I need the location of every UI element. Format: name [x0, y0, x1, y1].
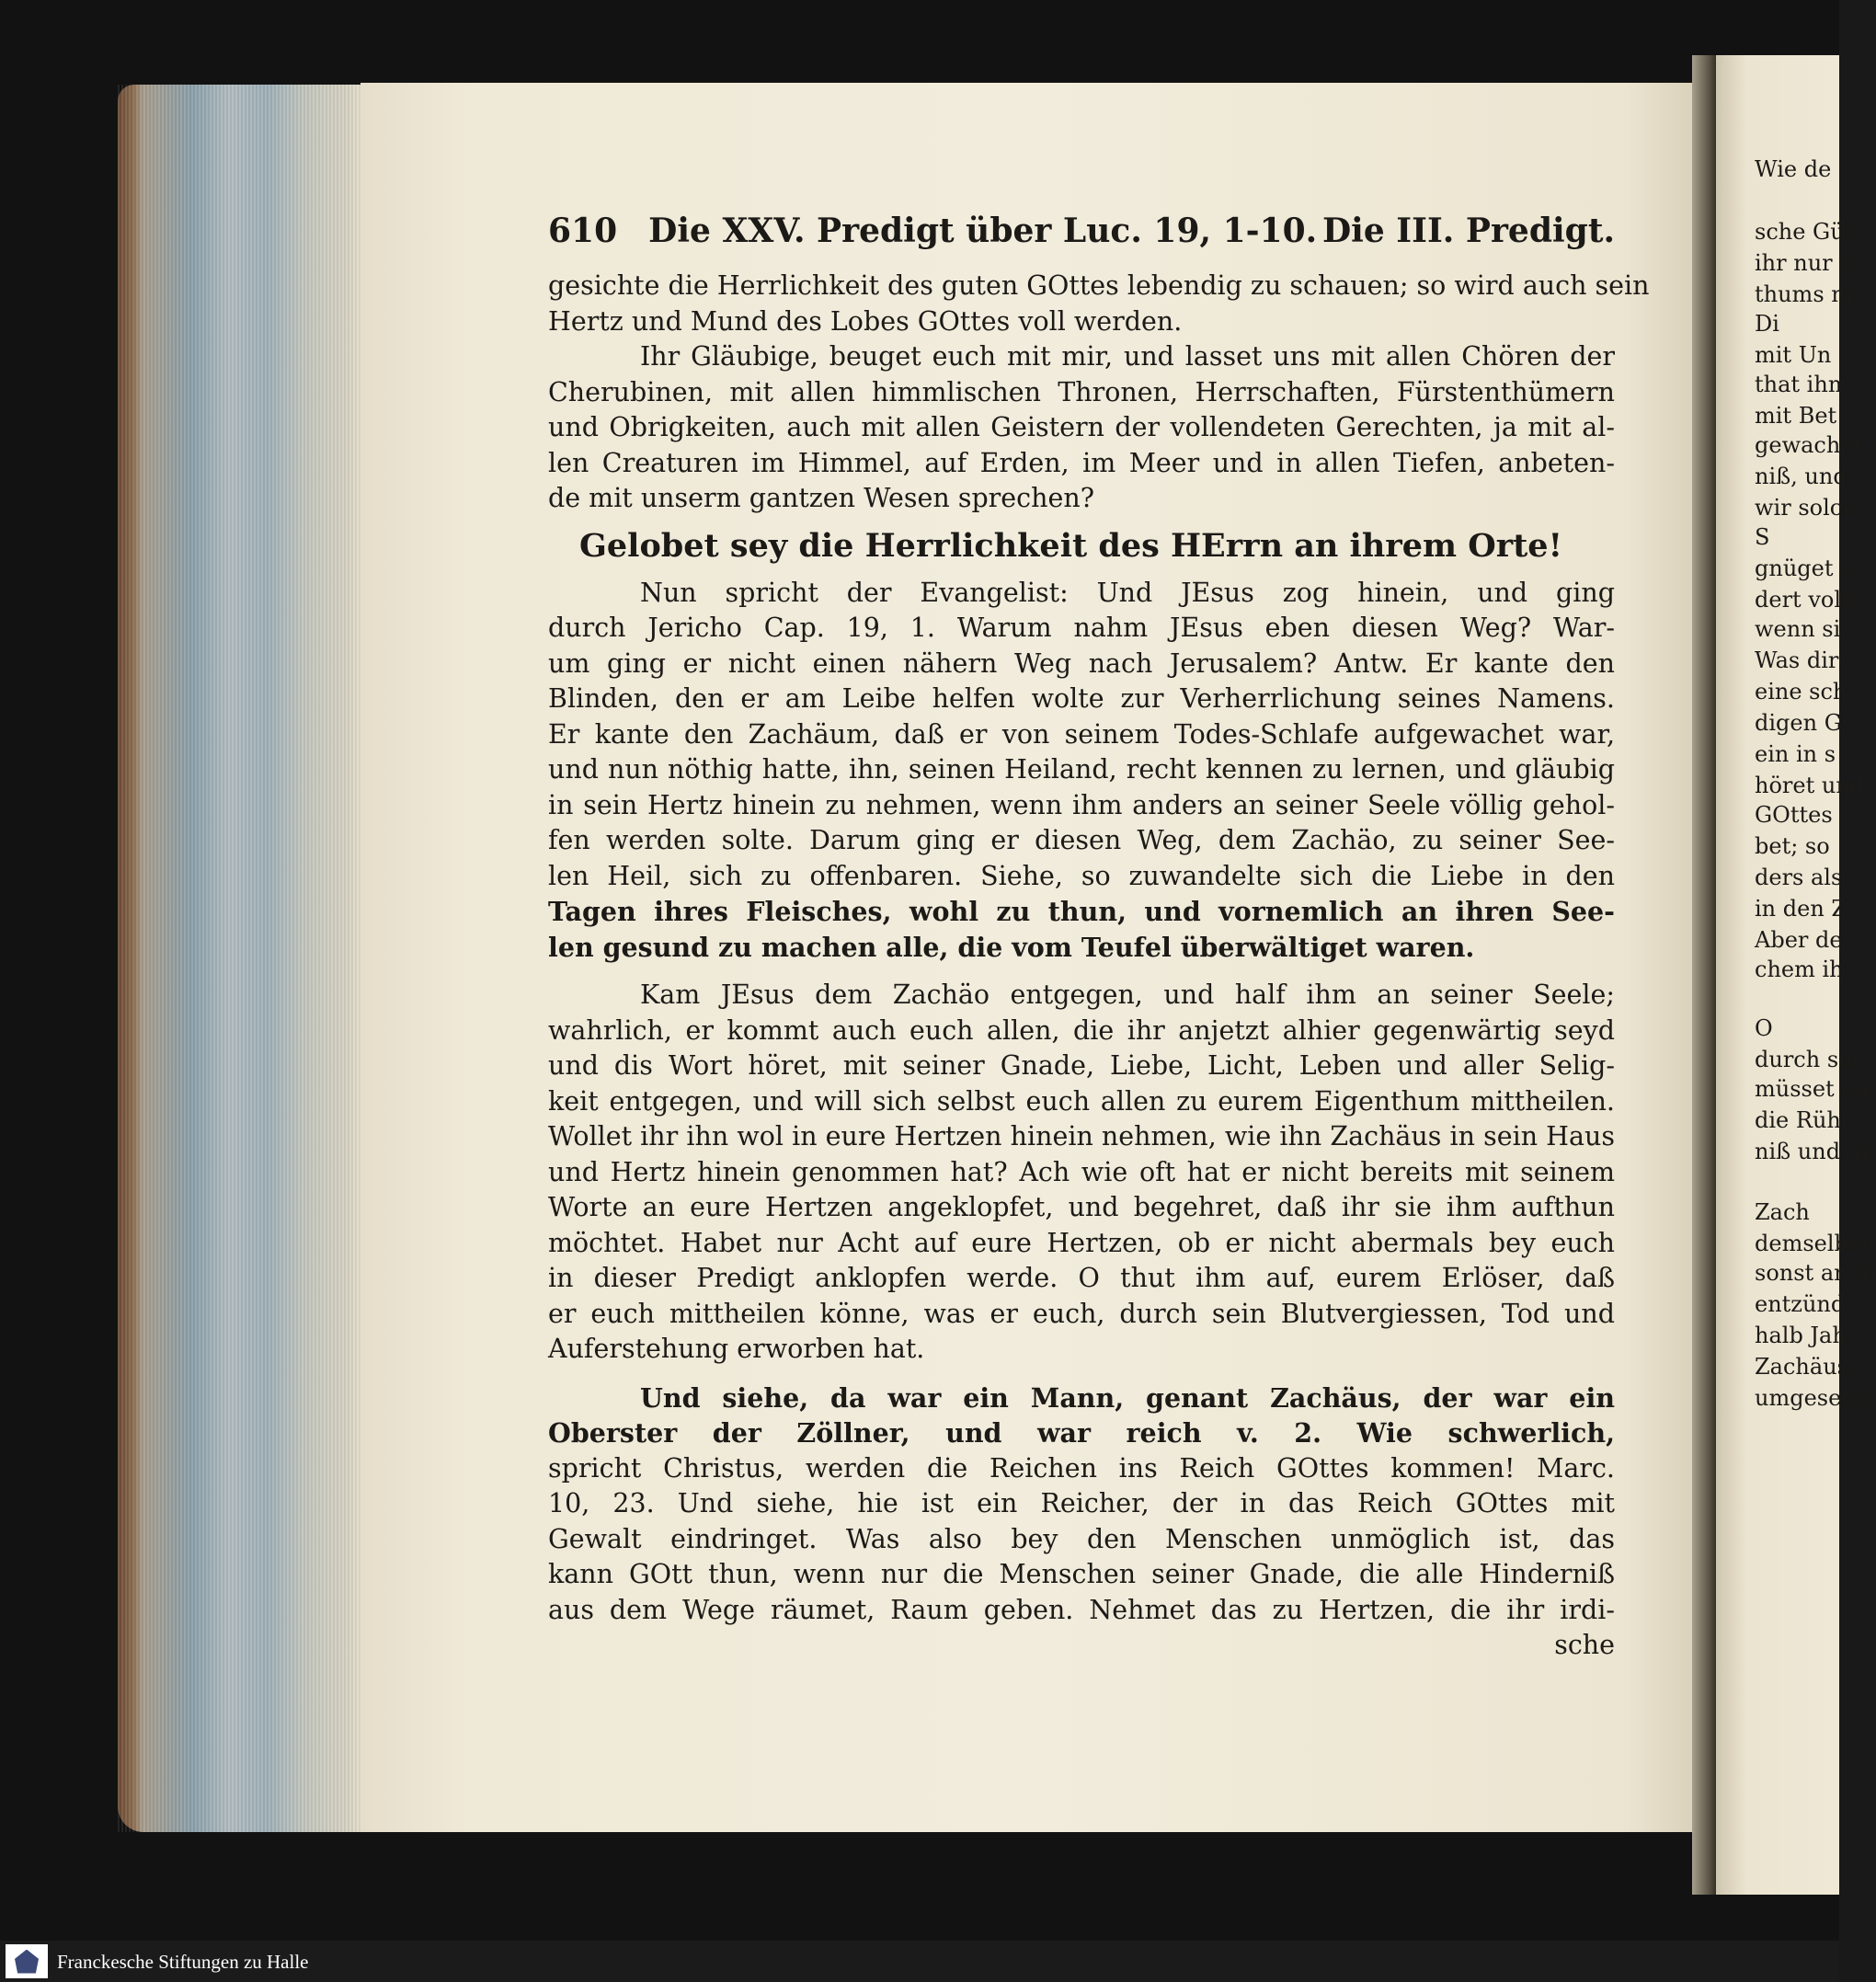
right-page-fragment: wenn si	[1755, 616, 1841, 642]
right-page-fragment: durch sei	[1755, 1047, 1859, 1072]
text-line: len gesund zu machen alle, die vom Teufel überwältiget waren.	[548, 931, 1475, 963]
right-page-fragment: demselben	[1755, 1231, 1876, 1256]
text-line: und Obrigkeiten, auch mit allen Geistern der vollendeten Gerechten, ja mit al-	[548, 412, 1615, 442]
right-page-fragment: sonst an ih	[1755, 1260, 1876, 1286]
text-line: gesichte die Herrlichkeit des guten GOttes lebendig zu schauen; so wird auch sein	[548, 270, 1650, 301]
running-head-sermon: Die III. Predigt.	[1321, 212, 1615, 250]
right-page-fragment: digen G	[1755, 710, 1842, 736]
paragraph-gap	[548, 1368, 1615, 1381]
page-number: 610	[548, 212, 618, 250]
book-fore-edge	[118, 85, 366, 1832]
text-line: und nun nöthig hatte, ihn, seinen Heiland, recht kennen zu lernen, und gläubig	[548, 754, 1615, 785]
right-page-fragment: die Rühr	[1755, 1107, 1852, 1133]
text-line: de mit unserm gantzen Wesen sprechen?	[548, 483, 1094, 513]
text-line: len Creaturen im Himmel, auf Erden, im Meer und in allen Tiefen, anbeten-	[548, 447, 1615, 478]
text-line: fen werden solte. Darum ging er diesen Weg, dem Zachäo, zu seiner See-	[548, 825, 1615, 855]
text-line: und Hertz hinein genommen hat? Ach wie oft hat er nicht bereits mit seinem	[548, 1156, 1615, 1187]
text-line: in dieser Predigt anklopfen werde. O thut ihm auf, eurem Erlöser, daß	[548, 1263, 1615, 1293]
text-line: Wollet ihr ihn wol in eure Hertzen hinein nehmen, wie ihn Zachäus in sein Haus	[548, 1121, 1615, 1151]
right-page-fragment: Zach	[1755, 1199, 1810, 1225]
right-page-fragment: Di	[1755, 311, 1779, 337]
text-line: len Heil, sich zu offenbaren. Siehe, so zuwandelte sich die Liebe in den	[548, 860, 1615, 891]
right-page-fragment: S	[1755, 524, 1770, 550]
institution-logo-icon	[6, 1944, 48, 1978]
footer-institution: Franckesche Stiftungen zu Halle	[57, 1951, 309, 1973]
right-page-fragment: Zachäus	[1755, 1354, 1848, 1380]
text-line: Cherubinen, mit allen himmlischen Thronen, Herrschaften, Fürstenthümern	[548, 376, 1615, 407]
right-page-fragment: thums ni	[1755, 281, 1853, 307]
text-line: Ihr Gläubige, beuget euch mit mir, und lasset uns mit allen Chören der	[640, 341, 1615, 372]
text-line: Oberster der Zöllner, und war reich v. 2. Wie schwerlich,	[548, 1417, 1615, 1449]
right-page-fragment: ihr nur e	[1755, 250, 1853, 276]
right-page-fragment: wir solch	[1755, 495, 1857, 521]
text-line: in sein Hertz hinein zu nehmen, wenn ihm anders an seiner Seele völlig gehol-	[548, 789, 1615, 820]
text-line: Gewalt eindringet. Was also bey den Menschen unmöglich ist, das	[548, 1523, 1615, 1554]
running-head	[548, 212, 1615, 269]
right-page-fragment: O	[1755, 1015, 1773, 1041]
text-line: er euch mittheilen könne, was er euch, durch sein Blutvergiessen, Tod und	[548, 1298, 1615, 1329]
right-page-fragment: Aber de	[1755, 927, 1843, 953]
right-page-fragment: gnüget e	[1755, 556, 1854, 581]
text-line: Worte an eure Hertzen angeklopfet, und begehret, daß ihr sie ihm aufthun	[548, 1192, 1615, 1222]
right-page-fragment: Wie de	[1755, 156, 1832, 182]
right-page-fragment: mit Bet	[1755, 403, 1837, 429]
text-line: Tagen ihres Fleisches, wohl zu thun, und vornemlich an ihren See-	[548, 896, 1615, 927]
text-line: Hertz und Mund des Lobes GOttes voll werden.	[548, 305, 1183, 337]
right-page-fragment: niß und in	[1755, 1139, 1869, 1164]
text-line: Er kante den Zachäum, daß er von seinem Todes-Schlafe aufgewachet war,	[548, 718, 1615, 750]
text-line: durch Jericho Cap. 19, 1. Warum nahm JEsus eben diesen Weg? War-	[548, 613, 1615, 643]
text-line: Und siehe, da war ein Mann, genant Zachäus, der war ein	[640, 1381, 1615, 1414]
text-line: 10, 23. Und siehe, hie ist ein Reicher, der in das Reich GOttes mit	[548, 1488, 1615, 1518]
right-page-fragment: that ihm	[1755, 372, 1849, 397]
right-page-fragment: entzünd	[1755, 1291, 1846, 1317]
catchword: sche	[1554, 1630, 1615, 1660]
running-head-title: Die XXV. Predigt über Luc. 19, 1-10.	[648, 212, 1318, 250]
right-page-fragment: bet; so	[1755, 833, 1830, 859]
right-page-fragment: dert vollb	[1755, 587, 1863, 613]
right-page-fragment: gewachet	[1755, 432, 1863, 458]
right-page-fragment: ein in s	[1755, 741, 1836, 767]
right-page-fragment: in den Z	[1755, 896, 1847, 922]
page-text	[548, 212, 1650, 1664]
text-line: Blinden, den er am Leibe helfen wolte zur Verherrlichung seines Namens.	[548, 683, 1615, 714]
text-line: kann GOtt thun, wenn nur die Menschen seiner Gnade, die alle Hinderniß	[548, 1559, 1615, 1589]
right-page-fragment: niß, und	[1755, 464, 1847, 489]
right-page-fragment: eine sch	[1755, 679, 1847, 705]
text-line: Auferstehung erworben hat.	[548, 1334, 925, 1364]
right-page-fragment: ders als	[1755, 865, 1843, 890]
text-line: aus dem Wege räumet, Raum geben. Nehmet das zu Hertzen, die ihr irdi-	[548, 1594, 1615, 1625]
right-page-fragment: chem ih	[1755, 957, 1844, 982]
text-line: keit entgegen, und will sich selbst euch allen zu eurem Eigenthum mittheilen.	[548, 1085, 1615, 1117]
right-page-fragment: Was dir	[1755, 647, 1839, 673]
right-page-fragment: höret und	[1755, 773, 1865, 798]
right-page-fragment: mit Un	[1755, 342, 1832, 368]
text-line: Kam JEsus dem Zachäo entgegen, und half ihm an seiner Seele;	[640, 980, 1615, 1010]
right-page-fragment: umgesehe	[1755, 1385, 1869, 1411]
text-line: und dis Wort höret, mit seiner Gnade, Liebe, Licht, Leben und aller Selig-	[548, 1050, 1615, 1081]
right-page-fragment: GOttes	[1755, 802, 1833, 828]
text-line: um ging er nicht einen nähern Weg nach Jerusalem? Antw. Er kante den	[548, 647, 1615, 679]
footer-bar	[0, 1941, 1839, 1982]
right-page-fragment: halb Jah	[1755, 1323, 1847, 1348]
text-line: spricht Christus, werden die Reichen ins Reich GOttes kommen! Marc.	[548, 1452, 1615, 1484]
text-line: Nun spricht der Evangelist: Und JEsus zog hinein, und ging	[640, 577, 1615, 608]
body-text	[548, 269, 1650, 1628]
doxology-line: Gelobet sey die Herrlichkeit des HErrn an ihrem Orte!	[579, 526, 1562, 565]
right-page-fragment: müsset au	[1755, 1076, 1870, 1102]
paragraph-gap	[548, 965, 1615, 978]
right-page-fragment: sche Güt	[1755, 219, 1854, 245]
text-line: möchtet. Habet nur Acht auf eure Hertzen, ob er nicht abermals bey euch	[548, 1227, 1615, 1258]
text-line: wahrlich, er kommt auch euch allen, die ihr anjetzt alhier gegenwärtig seyd	[548, 1014, 1615, 1046]
